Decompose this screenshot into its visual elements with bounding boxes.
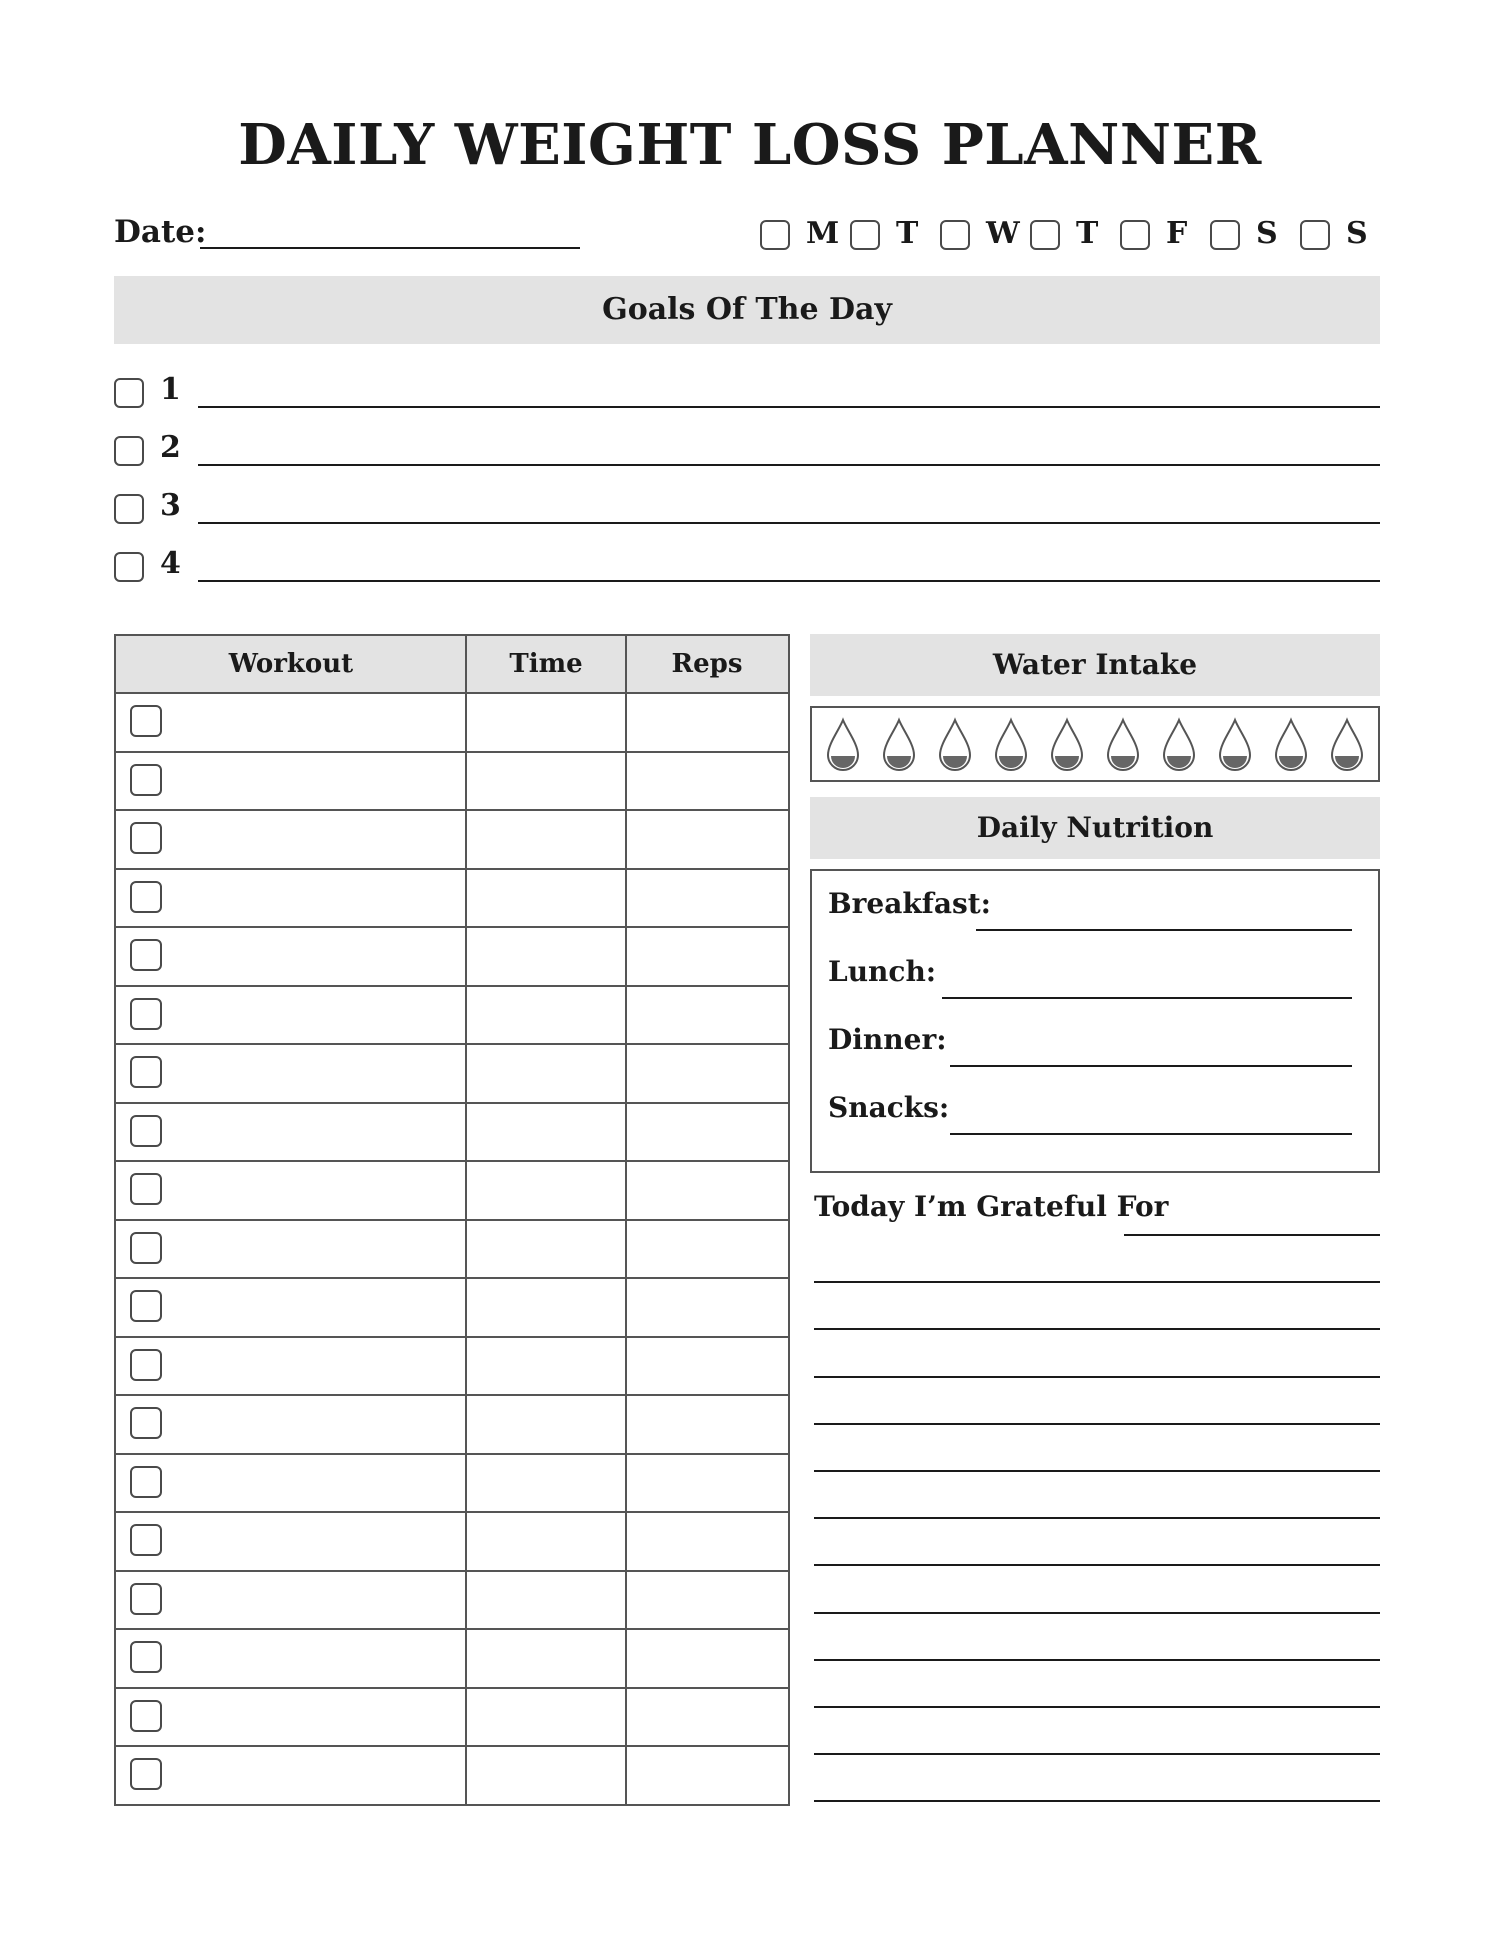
- reps-cell[interactable]: [628, 987, 784, 1042]
- goal-number: 2: [160, 430, 181, 465]
- workout-checkbox[interactable]: [130, 764, 162, 796]
- workout-cell[interactable]: [168, 1104, 462, 1159]
- workout-cell[interactable]: [168, 1689, 462, 1744]
- time-cell[interactable]: [468, 694, 622, 749]
- water-drop-icon[interactable]: [1332, 720, 1362, 770]
- day-label: F: [1166, 216, 1188, 251]
- time-cell[interactable]: [468, 1279, 622, 1334]
- water-drops: [812, 708, 1378, 780]
- reps-cell[interactable]: [628, 1630, 784, 1685]
- day-label: S: [1346, 216, 1368, 251]
- workout-checkbox[interactable]: [130, 1232, 162, 1264]
- reps-cell[interactable]: [628, 1689, 784, 1744]
- meal-label: Snacks:: [828, 1091, 950, 1124]
- meal-label: Breakfast:: [828, 887, 991, 920]
- day-label: S: [1256, 216, 1278, 251]
- water-drop-icon[interactable]: [1276, 720, 1306, 770]
- day-checkbox[interactable]: [1030, 220, 1060, 250]
- workout-checkbox[interactable]: [130, 1524, 162, 1556]
- grateful-line[interactable]: [814, 1423, 1380, 1425]
- workout-cell[interactable]: [168, 1747, 462, 1802]
- workout-cell[interactable]: [168, 1279, 462, 1334]
- time-cell[interactable]: [468, 870, 622, 925]
- grateful-line[interactable]: [814, 1328, 1380, 1330]
- time-cell[interactable]: [468, 1045, 622, 1100]
- workout-cell[interactable]: [168, 1396, 462, 1451]
- column-header-time: Time: [509, 649, 583, 679]
- workout-cell[interactable]: [168, 987, 462, 1042]
- grateful-line[interactable]: [814, 1564, 1380, 1566]
- workout-checkbox[interactable]: [130, 705, 162, 737]
- workout-checkbox[interactable]: [130, 1583, 162, 1615]
- day-label: T: [896, 216, 919, 251]
- goal-input-line[interactable]: [198, 464, 1380, 466]
- workout-cell[interactable]: [168, 1338, 462, 1393]
- water-drop-icon[interactable]: [940, 720, 970, 770]
- reps-cell[interactable]: [628, 1221, 784, 1276]
- goal-checkbox[interactable]: [114, 494, 144, 524]
- grateful-line[interactable]: [814, 1659, 1380, 1661]
- water-drop-icon[interactable]: [996, 720, 1026, 770]
- workout-checkbox[interactable]: [130, 998, 162, 1030]
- water-drop-icon[interactable]: [1052, 720, 1082, 770]
- meal-label: Dinner:: [828, 1023, 947, 1056]
- goal-number: 4: [160, 546, 181, 581]
- goal-input-line[interactable]: [198, 580, 1380, 582]
- workout-cell[interactable]: [168, 694, 462, 749]
- grateful-line[interactable]: [814, 1706, 1380, 1708]
- time-cell[interactable]: [468, 1338, 622, 1393]
- time-cell[interactable]: [468, 1747, 622, 1802]
- time-cell[interactable]: [468, 1572, 622, 1627]
- water-intake-tracker: [810, 706, 1380, 782]
- nutrition-box: [810, 869, 1380, 1173]
- goal-checkbox[interactable]: [114, 552, 144, 582]
- reps-cell[interactable]: [628, 694, 784, 749]
- reps-cell[interactable]: [628, 1338, 784, 1393]
- water-drop-icon[interactable]: [1108, 720, 1138, 770]
- time-cell[interactable]: [468, 987, 622, 1042]
- workout-cell[interactable]: [168, 928, 462, 983]
- workout-checkbox[interactable]: [130, 1758, 162, 1790]
- workout-checkbox[interactable]: [130, 1173, 162, 1205]
- grateful-line[interactable]: [814, 1470, 1380, 1472]
- meal-input-line[interactable]: [950, 1065, 1352, 1067]
- workout-cell[interactable]: [168, 870, 462, 925]
- date-label: Date:: [114, 214, 207, 250]
- goal-checkbox[interactable]: [114, 436, 144, 466]
- workout-checkbox[interactable]: [130, 881, 162, 913]
- reps-cell[interactable]: [628, 1045, 784, 1100]
- time-cell[interactable]: [468, 1162, 622, 1217]
- workout-cell[interactable]: [168, 1513, 462, 1568]
- grateful-heading: Today I’m Grateful For: [814, 1190, 1169, 1223]
- water-drop-icon[interactable]: [884, 720, 914, 770]
- goals-heading: Goals Of The Day: [114, 276, 1380, 344]
- daily-nutrition-heading: Daily Nutrition: [810, 797, 1380, 859]
- time-cell[interactable]: [468, 1221, 622, 1276]
- goal-checkbox[interactable]: [114, 378, 144, 408]
- time-cell[interactable]: [468, 1104, 622, 1159]
- goal-input-line[interactable]: [198, 406, 1380, 408]
- goal-input-line[interactable]: [198, 522, 1380, 524]
- workout-checkbox[interactable]: [130, 1466, 162, 1498]
- workout-checkbox[interactable]: [130, 1115, 162, 1147]
- workout-checkbox[interactable]: [130, 1407, 162, 1439]
- workout-checkbox[interactable]: [130, 939, 162, 971]
- workout-checkbox[interactable]: [130, 822, 162, 854]
- time-cell[interactable]: [468, 811, 622, 866]
- workout-cell[interactable]: [168, 1045, 462, 1100]
- goal-number: 3: [160, 488, 181, 523]
- column-header-reps: Reps: [671, 649, 743, 679]
- reps-cell[interactable]: [628, 1572, 784, 1627]
- day-checkbox[interactable]: [1210, 220, 1240, 250]
- water-drop-icon[interactable]: [1164, 720, 1194, 770]
- workout-cell[interactable]: [168, 1572, 462, 1627]
- reps-cell[interactable]: [628, 1455, 784, 1510]
- day-checkbox[interactable]: [940, 220, 970, 250]
- reps-cell[interactable]: [628, 928, 784, 983]
- time-cell[interactable]: [468, 1455, 622, 1510]
- date-field[interactable]: [200, 247, 580, 249]
- page-title: DAILY WEIGHT LOSS PLANNER: [238, 112, 1262, 178]
- time-cell[interactable]: [468, 1396, 622, 1451]
- day-label: M: [806, 216, 840, 251]
- day-checkbox[interactable]: [1300, 220, 1330, 250]
- reps-cell[interactable]: [628, 870, 784, 925]
- day-checkbox[interactable]: [850, 220, 880, 250]
- day-label: W: [986, 216, 1020, 251]
- time-cell[interactable]: [468, 753, 622, 808]
- meal-label: Lunch:: [828, 955, 937, 988]
- grateful-input-line[interactable]: [1124, 1234, 1380, 1236]
- workout-table-header: [116, 636, 788, 694]
- day-checkbox[interactable]: [1120, 220, 1150, 250]
- time-cell[interactable]: [468, 928, 622, 983]
- workout-cell[interactable]: [168, 811, 462, 866]
- water-drop-icon[interactable]: [1220, 720, 1250, 770]
- workout-checkbox[interactable]: [130, 1349, 162, 1381]
- reps-cell[interactable]: [628, 1279, 784, 1334]
- meal-input-line[interactable]: [976, 929, 1352, 931]
- workout-cell[interactable]: [168, 1221, 462, 1276]
- grateful-line[interactable]: [814, 1376, 1380, 1378]
- workout-table: [114, 634, 790, 1806]
- reps-cell[interactable]: [628, 1162, 784, 1217]
- workout-checkbox[interactable]: [130, 1290, 162, 1322]
- reps-cell[interactable]: [628, 1396, 784, 1451]
- day-label: T: [1076, 216, 1099, 251]
- water-intake-heading: Water Intake: [810, 634, 1380, 696]
- workout-cell[interactable]: [168, 1630, 462, 1685]
- meal-input-line[interactable]: [950, 1133, 1352, 1135]
- workout-checkbox[interactable]: [130, 1056, 162, 1088]
- reps-cell[interactable]: [628, 753, 784, 808]
- grateful-line[interactable]: [814, 1800, 1380, 1802]
- goal-number: 1: [160, 372, 181, 407]
- grateful-line[interactable]: [814, 1281, 1380, 1283]
- time-cell[interactable]: [468, 1513, 622, 1568]
- water-drop-icon[interactable]: [828, 720, 858, 770]
- time-cell[interactable]: [468, 1630, 622, 1685]
- time-cell[interactable]: [468, 1689, 622, 1744]
- grateful-line[interactable]: [814, 1753, 1380, 1755]
- meal-input-line[interactable]: [942, 997, 1352, 999]
- reps-cell[interactable]: [628, 1747, 784, 1802]
- reps-cell[interactable]: [628, 1513, 784, 1568]
- day-checkbox[interactable]: [760, 220, 790, 250]
- column-header-workout: Workout: [228, 649, 354, 679]
- workout-checkbox[interactable]: [130, 1641, 162, 1673]
- grateful-line[interactable]: [814, 1517, 1380, 1519]
- grateful-line[interactable]: [814, 1612, 1380, 1614]
- workout-checkbox[interactable]: [130, 1700, 162, 1732]
- workout-cell[interactable]: [168, 1455, 462, 1510]
- reps-cell[interactable]: [628, 811, 784, 866]
- reps-cell[interactable]: [628, 1104, 784, 1159]
- workout-cell[interactable]: [168, 753, 462, 808]
- workout-cell[interactable]: [168, 1162, 462, 1217]
